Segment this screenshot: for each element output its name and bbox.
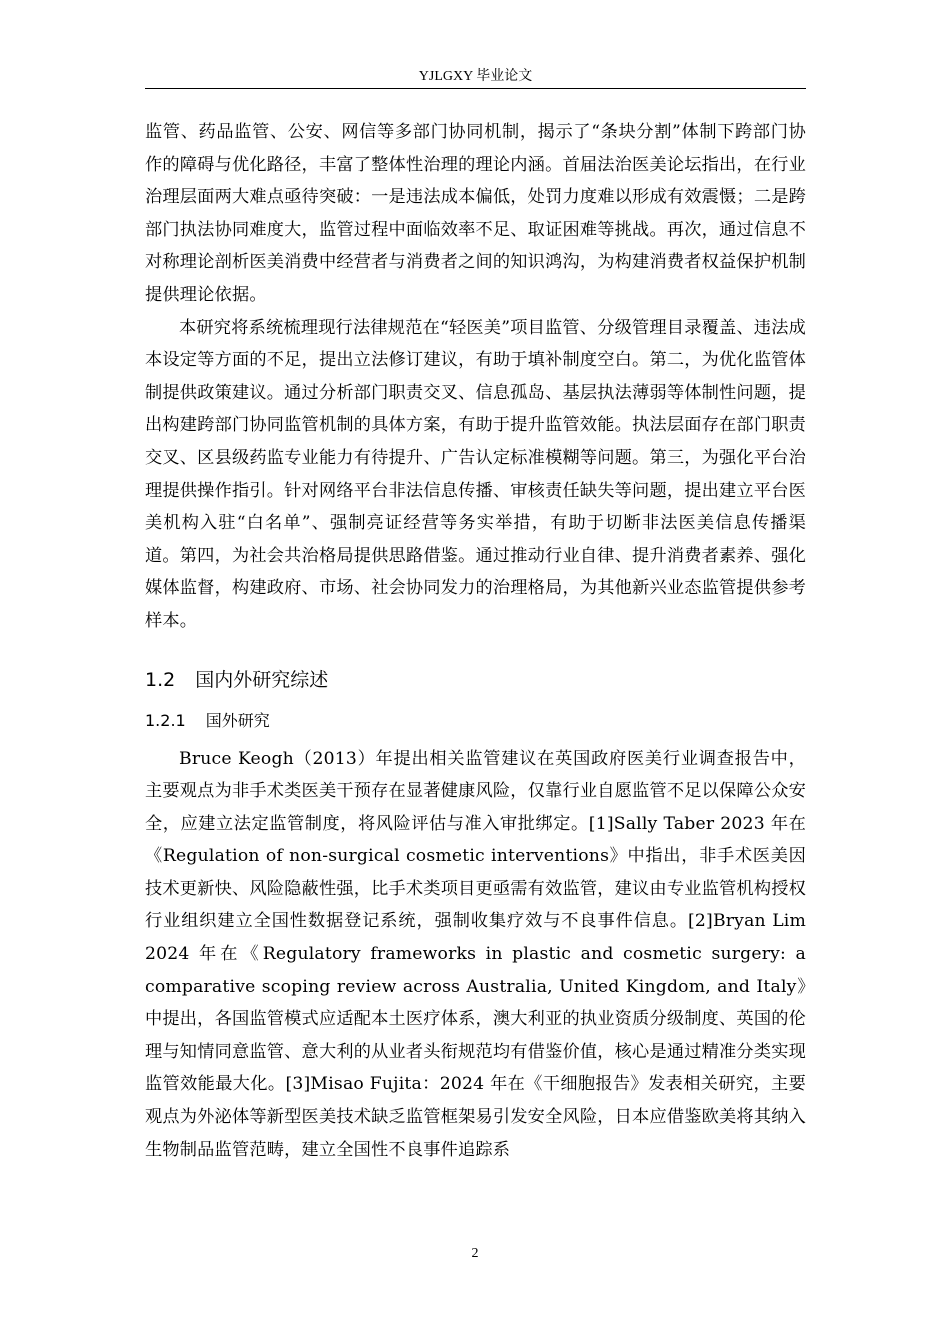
page-number: 2 — [471, 1246, 479, 1261]
section-title: 国内外研究综述 — [195, 668, 329, 691]
paragraph-foreign-research: Bruce Keogh（2013）年提出相关监管建议在英国政府医美行业调查报告中，主要观点为非手术类医美干预存在显著健康风险，仅靠行业自愿监管不足以保障公众安全，应建立法定监管制度，将风险评估与准入审批绑定。[1]Sally Taber 2023 年在《Regulation of non-surgical cosmetic interventions》中指出，非手术医美因技术更新快、风险隐蔽性强，比手术类项目更亟需有效监管，建议由专业监管机构授权行业组织建立全国性数据登记系统，强制收集疗效与不良事件信息。[2]Bryan Lim 2024 年在《Regulatory frameworks in plastic and cosmetic surgery: a comparative scoping review across Australia, United Kingdom, and Italy》中提出，各国监管模式应适配本土医疗体系，澳大利亚的执业资质分级制度、英国的伦理与知情同意监管、意大利的从业者头衔规范均有借鉴价值，核心是通过精准分类实现监管效能最大化。[3]Misao Fujita：2024 年在《干细胞报告》发表相关研究，主要观点为外泌体等新型医美技术缺乏监管框架易引发安全风险，日本应借鉴欧美将其纳入生物制品监管范畴，建立全国性不良事件追踪系 — [145, 748, 806, 1160]
section-heading — [145, 660, 806, 700]
subsection-number: 1.2.1 — [145, 710, 186, 730]
paragraph-research-significance: 本研究将系统梳理现行法律规范在“轻医美”项目监管、分级管理目录覆盖、违法成本设定等方面的不足，提出立法修订建议，有助于填补制度空白。第二，为优化监管体制提供政策建议。通过分析部门职责交叉、信息孤岛、基层执法薄弱等体制性问题，提出构建跨部门协同监管机制的具体方案，有助于提升监管效能。执法层面存在部门职责交叉、区县级药监专业能力有待提升、广告认定标准模糊等问题。第三，为强化平台治理提供操作指引。针对网络平台非法信息传播、审核责任缺失等问题，提出建立平台医美机构入驻“白名单”、强制亮证经营等务实举措，有助于切断非法医美信息传播渠道。第四，为社会共治格局提供思路借鉴。通过推动行业自律、提升消费者素养、强化媒体监督，构建政府、市场、社会协同发力的治理格局，为其他新兴业态监管提供参考样本。 — [145, 317, 806, 631]
subsection-title: 国外研究 — [205, 710, 270, 730]
paragraph-continuation: 监管、药品监管、公安、网信等多部门协同机制，揭示了“条块分割”体制下跨部门协作的障碍与优化路径，丰富了整体性治理的理论内涵。首届法治医美论坛指出，在行业治理层面两大难点亟待突破：一是违法成本偏低，处罚力度难以形成有效震慑；二是跨部门执法协同难度大，监管过程中面临效率不足、取证困难等挑战。再次，通过信息不对称理论剖析医美消费中经营者与消费者之间的知识鸿沟，为构建消费者权益保护机制提供理论依据。 — [145, 122, 806, 305]
page-footer — [0, 1244, 950, 1264]
page-body — [145, 116, 806, 1166]
header-title: YJLGXY 毕业论文 — [418, 69, 533, 84]
section-number: 1.2 — [145, 668, 176, 691]
page-header — [145, 66, 806, 89]
subsection-heading — [145, 704, 806, 738]
